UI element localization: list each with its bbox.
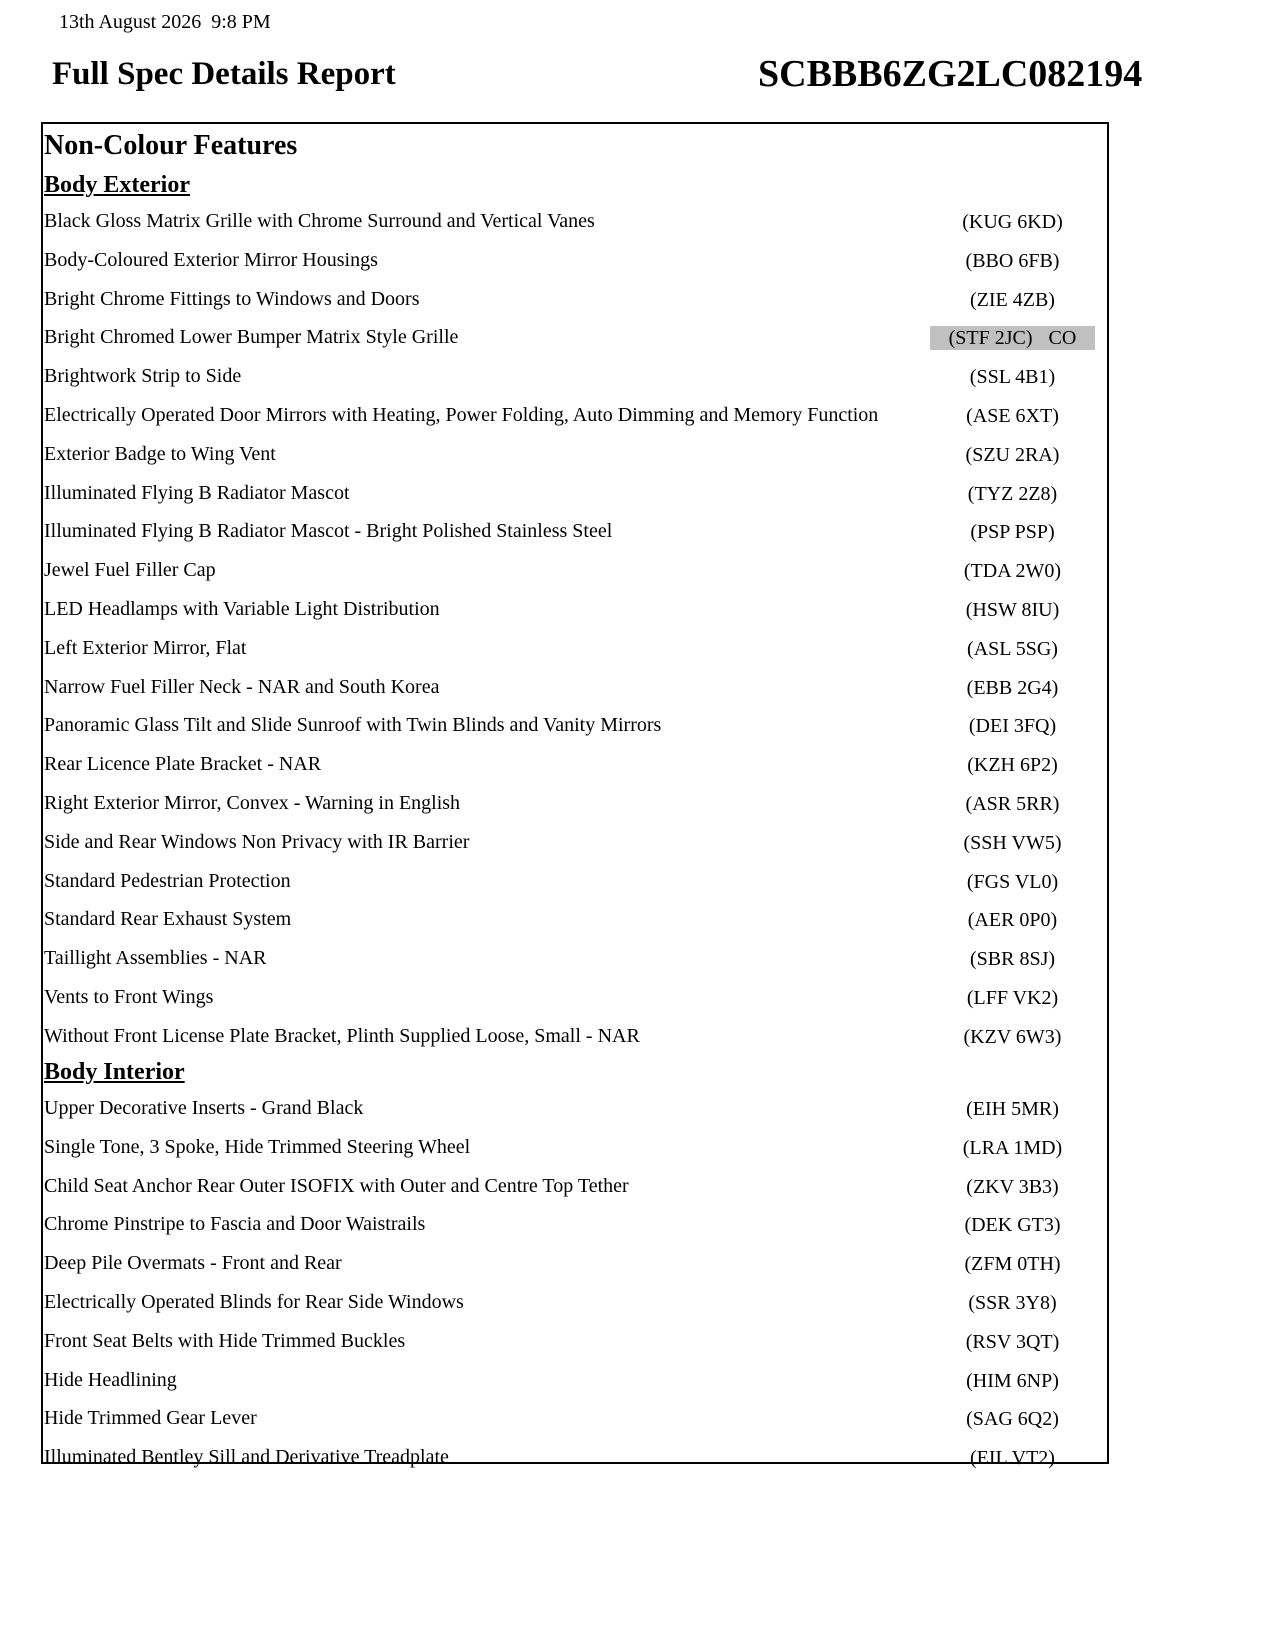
feature-code-cell: [930, 1446, 1095, 1470]
feature-row: [44, 745, 1108, 784]
feature-code: (ZIE 4ZB): [970, 288, 1055, 311]
feature-code: (EIL VT2): [970, 1447, 1055, 1470]
report-title: Full Spec Details Report: [52, 56, 396, 92]
section-heading: Non-Colour Features: [44, 130, 298, 161]
feature-row: [44, 1244, 1108, 1283]
feature-code: (AER 0P0): [967, 909, 1058, 932]
feature-description: Illuminated Flying B Radiator Mascot - Bright Polished Stainless Steel: [44, 520, 613, 543]
feature-list: [44, 202, 1108, 1056]
feature-code: (RSV 3QT): [965, 1330, 1060, 1353]
feature-code-cell: [930, 676, 1095, 700]
feature-row: [44, 900, 1108, 939]
feature-description: Exterior Badge to Wing Vent: [44, 442, 276, 465]
feature-code-cell: [930, 482, 1095, 506]
feature-code: (SZU 2RA): [965, 443, 1060, 466]
feature-code-cell: [930, 1252, 1095, 1276]
feature-code-cell: [930, 986, 1095, 1010]
feature-row: [44, 396, 1108, 435]
feature-description: Without Front License Plate Bracket, Plinth Supplied Loose, Small - NAR: [44, 1024, 640, 1047]
feature-description: Deep Pile Overmats - Front and Rear: [44, 1252, 342, 1275]
feature-row: [44, 1089, 1108, 1128]
feature-row: [44, 474, 1108, 513]
feature-code: (KZH 6P2): [967, 754, 1058, 777]
feature-row: [44, 1017, 1108, 1056]
feature-description: Hide Headlining: [44, 1368, 177, 1391]
feature-description: Taillight Assemblies - NAR: [44, 947, 267, 970]
feature-description: Vents to Front Wings: [44, 985, 214, 1008]
feature-code: (PSP PSP): [970, 521, 1055, 544]
feature-description: Narrow Fuel Filler Neck - NAR and South Korea: [44, 675, 440, 698]
feature-row: [44, 512, 1108, 551]
feature-code: (SSR 3Y8): [968, 1291, 1057, 1314]
feature-code: (HSW 8IU): [965, 598, 1060, 621]
feature-code: (KUG 6KD): [962, 211, 1063, 233]
feature-row: [44, 357, 1108, 396]
feature-code-cell: [930, 870, 1095, 894]
feature-row: [44, 1438, 1108, 1477]
group-body-interior: [44, 1055, 1108, 1477]
feature-list: [44, 1089, 1108, 1477]
feature-description: LED Headlamps with Variable Light Distribution: [44, 597, 440, 620]
feature-description: Illuminated Bentley Sill and Derivative Treadplate: [44, 1446, 449, 1469]
feature-description: Illuminated Flying B Radiator Mascot: [44, 481, 350, 504]
feature-code-cell: [930, 365, 1095, 389]
feature-code-cell: [930, 753, 1095, 777]
feature-description: Left Exterior Mirror, Flat: [44, 636, 247, 659]
feature-code-cell: [930, 520, 1095, 544]
feature-code-cell: [930, 1330, 1095, 1354]
feature-code-cell: [930, 404, 1095, 428]
feature-code-cell: [930, 792, 1095, 816]
feature-code-cell: [930, 559, 1095, 583]
feature-description: Panoramic Glass Tilt and Slide Sunroof with Twin Blinds and Vanity Mirrors: [44, 714, 662, 737]
feature-code: (SSL 4B1): [969, 366, 1056, 389]
feature-row: [44, 862, 1108, 901]
feature-row: [44, 1361, 1108, 1400]
feature-description: Chrome Pinstripe to Fascia and Door Waistrails: [44, 1213, 426, 1236]
feature-code-cell: [930, 1025, 1095, 1049]
feature-row: [44, 202, 1108, 241]
feature-row: [44, 1322, 1108, 1361]
feature-code: (DEI 3FQ): [968, 715, 1057, 738]
feature-code-cell: [930, 249, 1095, 273]
group-body-exterior: [44, 168, 1108, 1056]
feature-description: Electrically Operated Door Mirrors with Heating, Power Folding, Auto Dimming and Memory Function: [44, 403, 879, 426]
feature-code: (KZV 6W3): [963, 1025, 1062, 1048]
feature-row: [44, 551, 1108, 590]
feature-code: (SSH VW5): [963, 831, 1062, 854]
group-heading: Body Exterior: [44, 172, 190, 198]
feature-description: Hide Trimmed Gear Lever: [44, 1407, 257, 1430]
feature-code: (DEK GT3): [964, 1214, 1061, 1237]
feature-description: Black Gloss Matrix Grille with Chrome Surround and Vertical Vanes: [44, 210, 595, 232]
feature-code: (ASL 5SG): [967, 637, 1058, 660]
feature-code: (ASR 5RR): [965, 792, 1060, 815]
feature-code: (SBR 8SJ): [969, 948, 1056, 971]
feature-code: (ZFM 0TH): [964, 1253, 1061, 1276]
feature-code-cell: [930, 210, 1095, 234]
feature-description: Single Tone, 3 Spoke, Hide Trimmed Steering Wheel: [44, 1135, 471, 1158]
feature-row: [44, 1283, 1108, 1322]
feature-code-cell: [930, 1291, 1095, 1315]
feature-row: [44, 978, 1108, 1017]
feature-code-cell: [930, 1213, 1095, 1237]
feature-code-cell: [930, 908, 1095, 932]
report-timestamp: 13th August 2026 9:8 PM: [59, 11, 271, 33]
feature-code: (EBB 2G4): [966, 676, 1059, 699]
feature-code-cell: [930, 1097, 1095, 1121]
feature-code-cell: [930, 1407, 1095, 1431]
feature-row: [44, 590, 1108, 629]
feature-row: [44, 241, 1108, 280]
feature-code: (LFF VK2): [966, 986, 1059, 1009]
feature-code: (ZKV 3B3): [966, 1175, 1059, 1198]
feature-row: [44, 1128, 1108, 1167]
feature-code-cell: [930, 1175, 1095, 1199]
feature-row: [44, 784, 1108, 823]
feature-description: Upper Decorative Inserts - Grand Black: [44, 1097, 364, 1119]
feature-row: [44, 939, 1108, 978]
feature-code: (TDA 2W0): [963, 560, 1062, 583]
feature-code-cell: [930, 1136, 1095, 1160]
feature-code: (STF 2JC): [948, 327, 1033, 350]
vin-number: SCBBB6ZG2LC082194: [758, 53, 1143, 95]
feature-code: (ASE 6XT): [966, 404, 1059, 427]
feature-description: Standard Rear Exhaust System: [44, 908, 292, 931]
feature-row: [44, 435, 1108, 474]
feature-row: [44, 318, 1108, 357]
feature-code-cell: [930, 326, 1095, 350]
group-heading: Body Interior: [44, 1059, 185, 1085]
feature-row: [44, 1399, 1108, 1438]
feature-code-cell: [930, 637, 1095, 661]
feature-code-cell: [930, 598, 1095, 622]
feature-code-cell: [930, 831, 1095, 855]
feature-row: [44, 629, 1108, 668]
feature-description: Side and Rear Windows Non Privacy with IR Barrier: [44, 830, 470, 853]
feature-row: [44, 1167, 1108, 1206]
feature-row: [44, 706, 1108, 745]
feature-row: [44, 823, 1108, 862]
feature-code-cell: [930, 714, 1095, 738]
feature-code-cell: [930, 947, 1095, 971]
feature-description: Rear Licence Plate Bracket - NAR: [44, 753, 322, 776]
feature-row: [44, 280, 1108, 319]
feature-description: Bright Chromed Lower Bumper Matrix Style Grille: [44, 326, 459, 349]
feature-flag: CO: [1048, 327, 1077, 350]
feature-code-cell: [930, 288, 1095, 312]
feature-code: (FGS VL0): [966, 870, 1059, 893]
feature-description: Standard Pedestrian Protection: [44, 869, 291, 892]
feature-description: Jewel Fuel Filler Cap: [44, 559, 216, 582]
feature-description: Right Exterior Mirror, Convex - Warning in English: [44, 791, 461, 814]
feature-code-cell: [930, 1369, 1095, 1393]
feature-code: (HIM 6NP): [966, 1369, 1059, 1392]
feature-code: (EIH 5MR): [966, 1098, 1059, 1120]
feature-row: [44, 668, 1108, 707]
feature-description: Front Seat Belts with Hide Trimmed Buckles: [44, 1329, 406, 1352]
feature-description: Electrically Operated Blinds for Rear Side Windows: [44, 1290, 464, 1313]
feature-code: (LRA 1MD): [962, 1136, 1063, 1159]
feature-description: Brightwork Strip to Side: [44, 365, 242, 388]
feature-code: (SAG 6Q2): [966, 1408, 1059, 1431]
feature-description: Child Seat Anchor Rear Outer ISOFIX with Outer and Centre Top Tether: [44, 1174, 629, 1197]
feature-code: (TYZ 2Z8): [967, 482, 1058, 505]
feature-row: [44, 1205, 1108, 1244]
feature-code: (BBO 6FB): [965, 249, 1060, 272]
feature-code-cell: [930, 443, 1095, 467]
feature-description: Bright Chrome Fittings to Windows and Doors: [44, 287, 420, 310]
feature-description: Body-Coloured Exterior Mirror Housings: [44, 248, 378, 271]
features-box: [41, 122, 1109, 1470]
